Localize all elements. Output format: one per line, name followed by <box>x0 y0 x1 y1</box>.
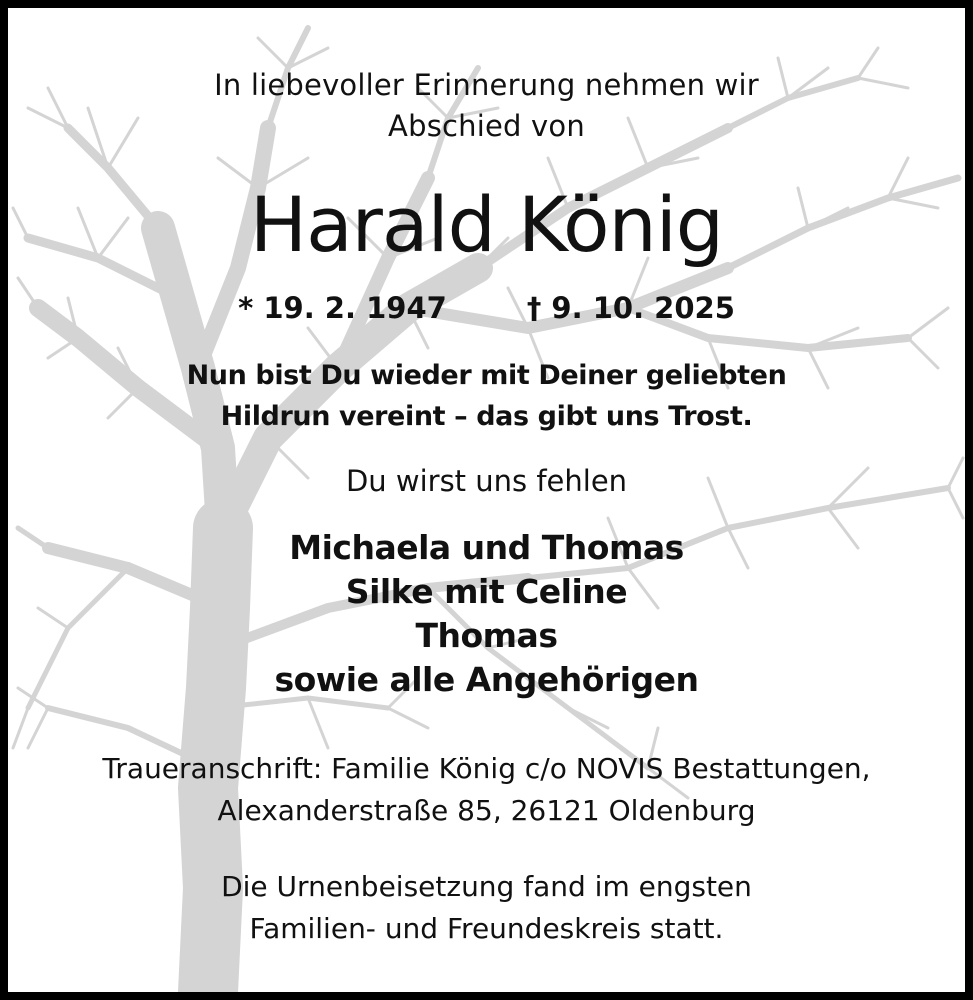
intro-line-1: In liebevoller Erinnerung nehmen wir <box>214 68 759 102</box>
address-line-1: Traueranschrift: Familie König c/o NOVIS Bestattungen, <box>102 752 871 785</box>
quote-line-1: Nun bist Du wieder mit Deiner geliebten <box>186 360 787 391</box>
address-line-2: Alexanderstraße 85, 26121 Oldenburg <box>217 794 756 827</box>
birth-date: * 19. 2. 1947 <box>238 291 447 325</box>
family-line-2: Silke mit Celine <box>345 572 628 611</box>
miss-line: Du wirst uns fehlen <box>345 464 628 498</box>
note-line-1: Die Urnenbeisetzung fand im engsten <box>221 870 752 903</box>
life-dates <box>8 291 965 325</box>
family-line-3: Thomas <box>415 616 558 655</box>
quote-line-2: Hildrun vereint – das gibt uns Trost. <box>220 401 753 432</box>
notice-text <box>8 8 965 992</box>
note-line-2: Familien- und Freundeskreis statt. <box>249 912 724 945</box>
family-line-1: Michaela und Thomas <box>289 528 684 567</box>
death-date: † 9. 10. 2025 <box>526 291 735 325</box>
family-line-4: sowie alle Angehörigen <box>274 660 699 699</box>
deceased-name: Harald König <box>249 180 724 269</box>
intro-line-2: Abschied von <box>388 109 585 143</box>
